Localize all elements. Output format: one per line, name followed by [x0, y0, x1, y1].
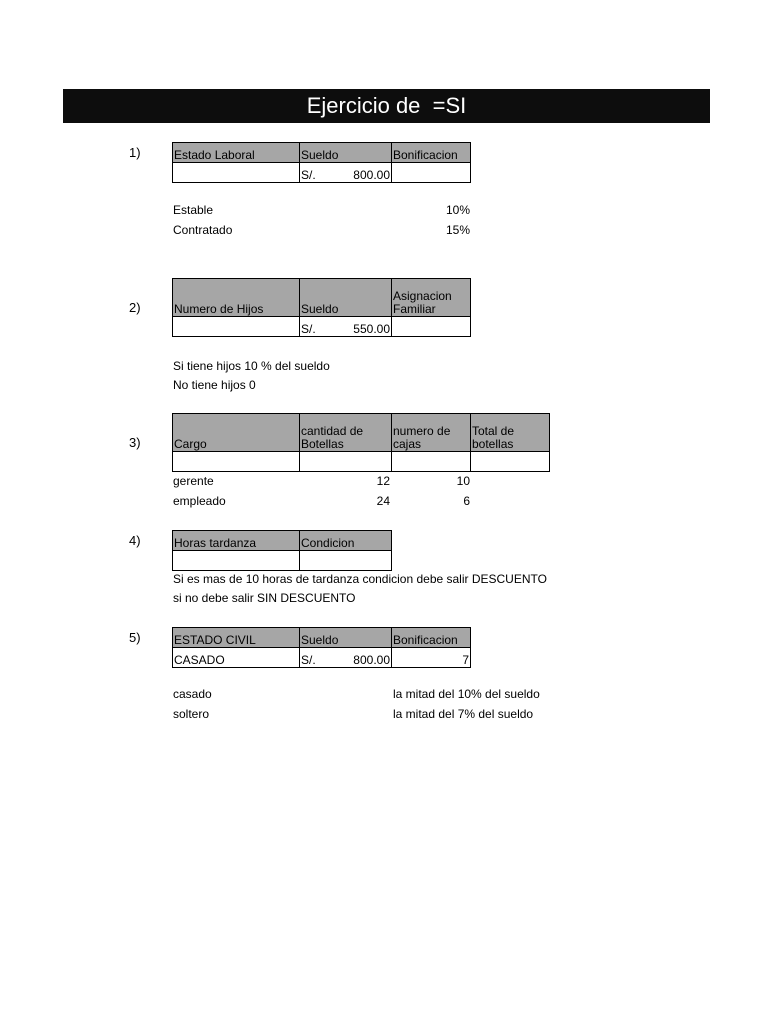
botellas-value: 24 [376, 494, 390, 508]
rule-label: soltero [173, 707, 210, 721]
header-sueldo: Sueldo [300, 143, 392, 163]
cajas-value: 10 [456, 474, 470, 488]
header-bonificacion: Bonificacion [392, 143, 471, 163]
sueldo-value: 800.00 [353, 168, 390, 182]
cargo-label: empleado [173, 494, 226, 508]
header-asignacion-familiar: Asignacion Familiar [392, 279, 471, 317]
exercise-2-table [172, 278, 471, 337]
rule-text: la mitad del 10% del sueldo [393, 687, 540, 701]
header-cantidad-botellas: cantidad de Botellas [300, 414, 392, 452]
cell-cantidad-botellas[interactable] [300, 452, 392, 472]
rate-label: Contratado [173, 223, 233, 237]
exercise-3-number: 3) [129, 435, 141, 450]
exercise-1-number: 1) [129, 145, 141, 160]
note: Si es mas de 10 horas de tardanza condicion debe salir DESCUENTO [173, 572, 547, 586]
currency-symbol: S/. [301, 322, 316, 336]
rate-label: Estable [173, 203, 214, 217]
exercise-1-table [172, 142, 471, 183]
note: si no debe salir SIN DESCUENTO [173, 591, 356, 605]
cell-bonificacion[interactable]: 7 [392, 648, 471, 668]
rule-label: casado [173, 687, 212, 701]
sueldo-value: 550.00 [353, 322, 390, 336]
header-bonificacion: Bonificacion [392, 628, 471, 648]
cell-asignacion[interactable] [392, 317, 471, 337]
cell-condicion[interactable] [300, 551, 392, 571]
cell-sueldo[interactable] [300, 317, 392, 337]
cargo-label: gerente [173, 474, 214, 488]
botellas-value: 12 [376, 474, 390, 488]
cell-sueldo[interactable] [300, 163, 392, 183]
note: No tiene hijos 0 [173, 378, 256, 392]
rate-value: 15% [445, 223, 470, 237]
header-cargo: Cargo [173, 414, 300, 452]
cell-bonificacion[interactable] [392, 163, 471, 183]
cell-numero-cajas[interactable] [392, 452, 471, 472]
header-total-botellas: Total de botellas [471, 414, 550, 452]
cell-horas-tardanza[interactable] [173, 551, 300, 571]
exercise-3-table [172, 413, 550, 472]
cell-cargo[interactable] [173, 452, 300, 472]
exercise-4-table [172, 530, 392, 571]
exercise-5-table [172, 627, 471, 668]
rule-text: la mitad del 7% del sueldo [393, 707, 534, 721]
note: Si tiene hijos 10 % del sueldo [173, 359, 330, 373]
page-title: Ejercicio de =SI [63, 89, 710, 123]
cell-estado-laboral[interactable] [173, 163, 300, 183]
header-numero-hijos: Numero de Hijos [173, 279, 300, 317]
currency-symbol: S/. [301, 168, 316, 182]
cajas-value: 6 [463, 494, 470, 508]
header-estado-civil: ESTADO CIVIL [173, 628, 300, 648]
header-condicion: Condicion [300, 531, 392, 551]
header-horas-tardanza: Horas tardanza [173, 531, 300, 551]
exercise-2-number: 2) [129, 300, 141, 315]
header-sueldo: Sueldo [300, 279, 392, 317]
exercise-5-number: 5) [129, 630, 141, 645]
cell-total-botellas[interactable] [471, 452, 550, 472]
sueldo-value: 800.00 [353, 653, 390, 667]
exercise-4-number: 4) [129, 533, 141, 548]
cell-sueldo[interactable] [300, 648, 392, 668]
cell-numero-hijos[interactable] [173, 317, 300, 337]
header-estado-laboral: Estado Laboral [173, 143, 300, 163]
rate-value: 10% [445, 203, 470, 217]
header-numero-cajas: numero de cajas [392, 414, 471, 452]
cell-estado-civil[interactable]: CASADO [173, 648, 300, 668]
currency-symbol: S/. [301, 653, 316, 667]
header-sueldo: Sueldo [300, 628, 392, 648]
